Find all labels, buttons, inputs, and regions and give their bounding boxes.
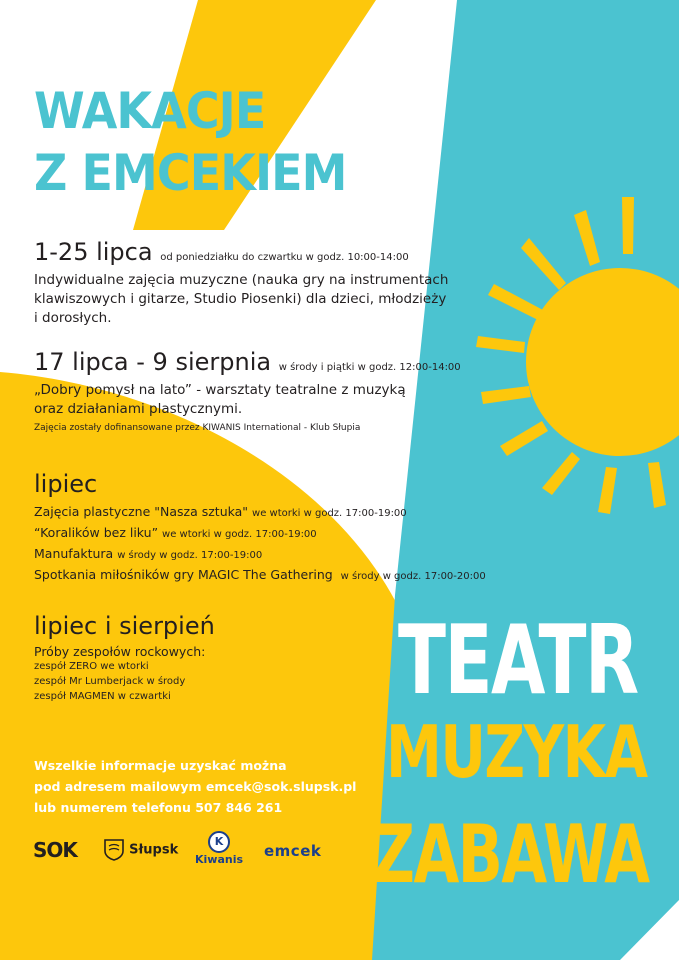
list-item: “Koralików bez liku” we wtorki w godz. 17:00-19:00 (34, 525, 317, 540)
section-4-heading: lipiec i sierpień (34, 612, 215, 640)
contact-line: Wszelkie informacje uzyskać można (34, 758, 287, 773)
slogan-zabawa: ZABAWA (372, 808, 649, 901)
list-item: zespół Mr Lumberjack w środy (34, 676, 186, 687)
kiwanis-badge-icon: K (208, 831, 230, 853)
section-4-subheading: Próby zespołów rockowych: (34, 644, 206, 659)
title-line-1: WAKACJE (34, 82, 266, 140)
section-1-heading-row (34, 238, 409, 266)
title-line-2: Z EMCEKIEM (34, 144, 347, 202)
section-2-heading-row (34, 348, 461, 376)
kiwanis-logo: K Kiwanis (195, 831, 243, 866)
list-item: zespół MAGMEN w czwartki (34, 691, 171, 702)
section-1-heading: 1-25 lipca (34, 238, 153, 266)
section-4-list (34, 659, 185, 704)
list-item: zespół ZERO we wtorki (34, 661, 149, 672)
section-3-heading: lipiec (34, 470, 98, 498)
section-2-body (34, 381, 406, 419)
slupsk-crest-icon (104, 839, 124, 861)
sok-logo: SOK (33, 838, 77, 862)
section-1-body (34, 271, 448, 328)
contact-line: pod adresem mailowym emcek@sok.slupsk.pl (34, 779, 357, 794)
section-3-list (34, 502, 486, 584)
section-2-line: „Dobry pomysł na lato” - warsztaty teatralne z muzyką (34, 382, 406, 398)
section-1-line: klawiszowych i gitarze, Studio Piosenki) dla dzieci, młodzieży (34, 291, 447, 307)
section-2-note: Zajęcia zostały dofinansowane przez KIWANIS International - Klub Słupia (34, 423, 361, 433)
section-2-line: oraz działaniami plastycznymi. (34, 401, 243, 417)
slogan-teatr: TEATR (398, 606, 638, 716)
contact-line: lub numerem telefonu 507 846 261 (34, 800, 283, 815)
contact-info (34, 755, 356, 818)
list-item: Spotkania miłośników gry MAGIC The Gathering w środy w godz. 17:00-20:00 (34, 567, 486, 582)
section-1-detail: od poniedziałku do czwartku w godz. 10:00-14:00 (160, 252, 409, 263)
section-1-line: i dorosłych. (34, 310, 112, 326)
list-item: Zajęcia plastyczne "Nasza sztuka" we wtorki w godz. 17:00-19:00 (34, 504, 407, 519)
section-2-detail: w środy i piątki w godz. 12:00-14:00 (278, 362, 461, 373)
section-2-heading: 17 lipca - 9 sierpnia (34, 348, 272, 376)
emcek-logo: emcek (264, 842, 322, 860)
slogan-muzyka: MUZYKA (386, 710, 647, 794)
section-1-line: Indywidualne zajęcia muzyczne (nauka gry na instrumentach (34, 272, 449, 288)
list-item: Manufaktura w środy w godz. 17:00-19:00 (34, 546, 263, 561)
slupsk-logo: Słupsk (104, 839, 178, 861)
